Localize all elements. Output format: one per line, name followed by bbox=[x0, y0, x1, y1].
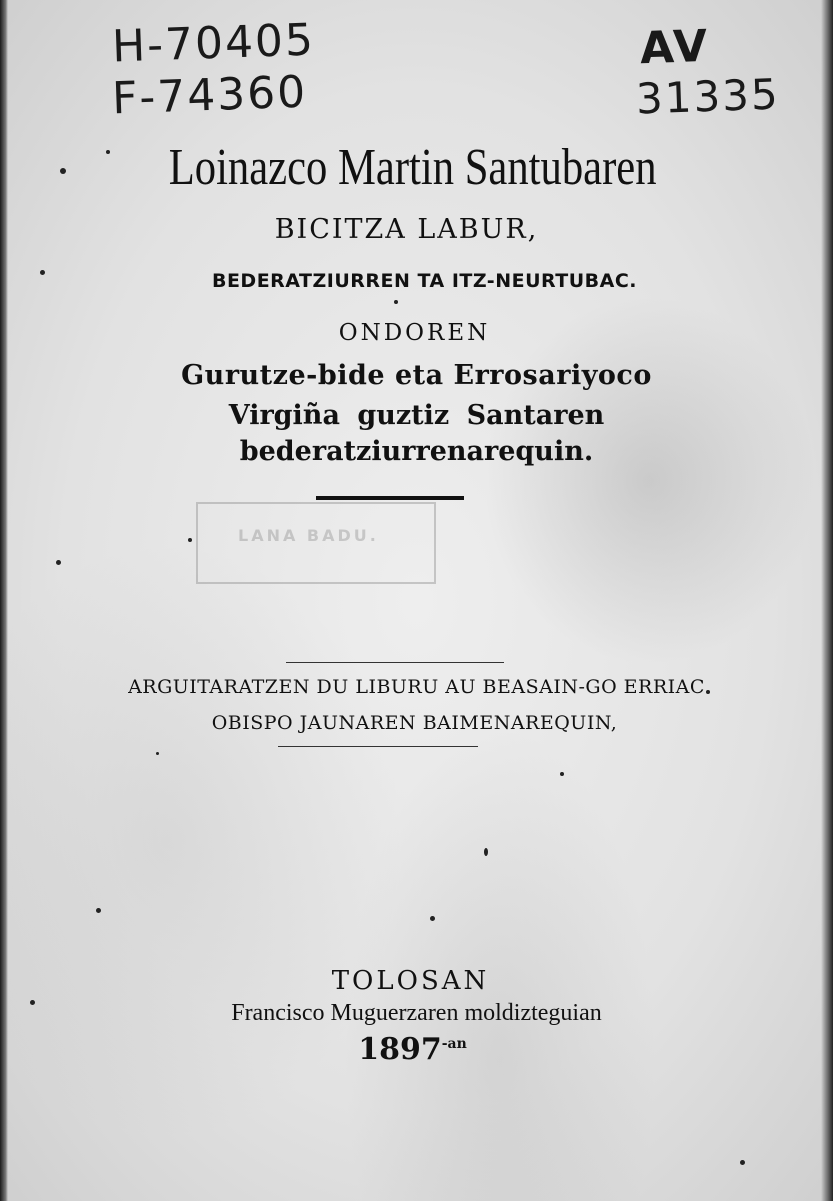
ink-speck bbox=[188, 538, 192, 542]
ink-speck bbox=[394, 300, 398, 304]
subtitle-ondoren: ONDOREN bbox=[338, 320, 491, 346]
body-line-3: bederatziurrenarequin. bbox=[239, 436, 594, 467]
ink-speck bbox=[96, 908, 101, 913]
imprint-year bbox=[0, 1032, 829, 1067]
year-number: 1897 bbox=[358, 1032, 442, 1067]
ink-speck bbox=[40, 270, 45, 275]
handwritten-shelfmark-1: H-70405 bbox=[111, 14, 316, 73]
publisher-line-1: ARGUITARATZEN DU LIBURU AU BEASAIN-GO ERRIAC bbox=[128, 676, 705, 698]
ink-speck bbox=[30, 1000, 35, 1005]
handwritten-mark: AV bbox=[639, 20, 710, 75]
subtitle-bederatziurren: BEDERATZIURREN TA ITZ-NEURTUBAC. bbox=[211, 270, 638, 292]
body-line-1: Gurutze-bide eta Errosariyoco bbox=[181, 360, 652, 391]
divider-thick bbox=[316, 496, 464, 500]
stamp-label: LANA BADU. bbox=[238, 526, 379, 545]
handwritten-shelfmark-2: F-74360 bbox=[111, 66, 308, 125]
faded-stamp-text bbox=[190, 512, 520, 560]
handwritten-number: 31335 bbox=[635, 69, 781, 124]
divider-thin-top bbox=[286, 662, 504, 663]
divider-thin-bottom bbox=[278, 746, 478, 747]
ink-speck bbox=[430, 916, 435, 921]
ink-speck bbox=[706, 690, 710, 694]
ink-speck bbox=[156, 752, 159, 755]
book-title: Loinazco Martin Santubaren bbox=[168, 139, 657, 196]
ink-speck bbox=[740, 1160, 745, 1165]
body-line-2: Virgiña guztiz Santaren bbox=[228, 400, 605, 431]
ink-speck bbox=[60, 168, 66, 174]
subtitle-bicitza: BICITZA LABUR, bbox=[274, 214, 539, 245]
ink-speck bbox=[56, 560, 61, 565]
ink-speck bbox=[106, 150, 110, 154]
ink-speck bbox=[560, 772, 564, 776]
imprint-place: TOLOSAN bbox=[331, 966, 490, 996]
ink-speck bbox=[484, 848, 488, 856]
imprint-printer: Francisco Muguerzaren moldizteguian bbox=[231, 1000, 602, 1026]
publisher-line-2: OBISPO JAUNAREN BAIMENAREQUIN, bbox=[211, 712, 618, 734]
year-suffix: -an bbox=[441, 1036, 467, 1052]
